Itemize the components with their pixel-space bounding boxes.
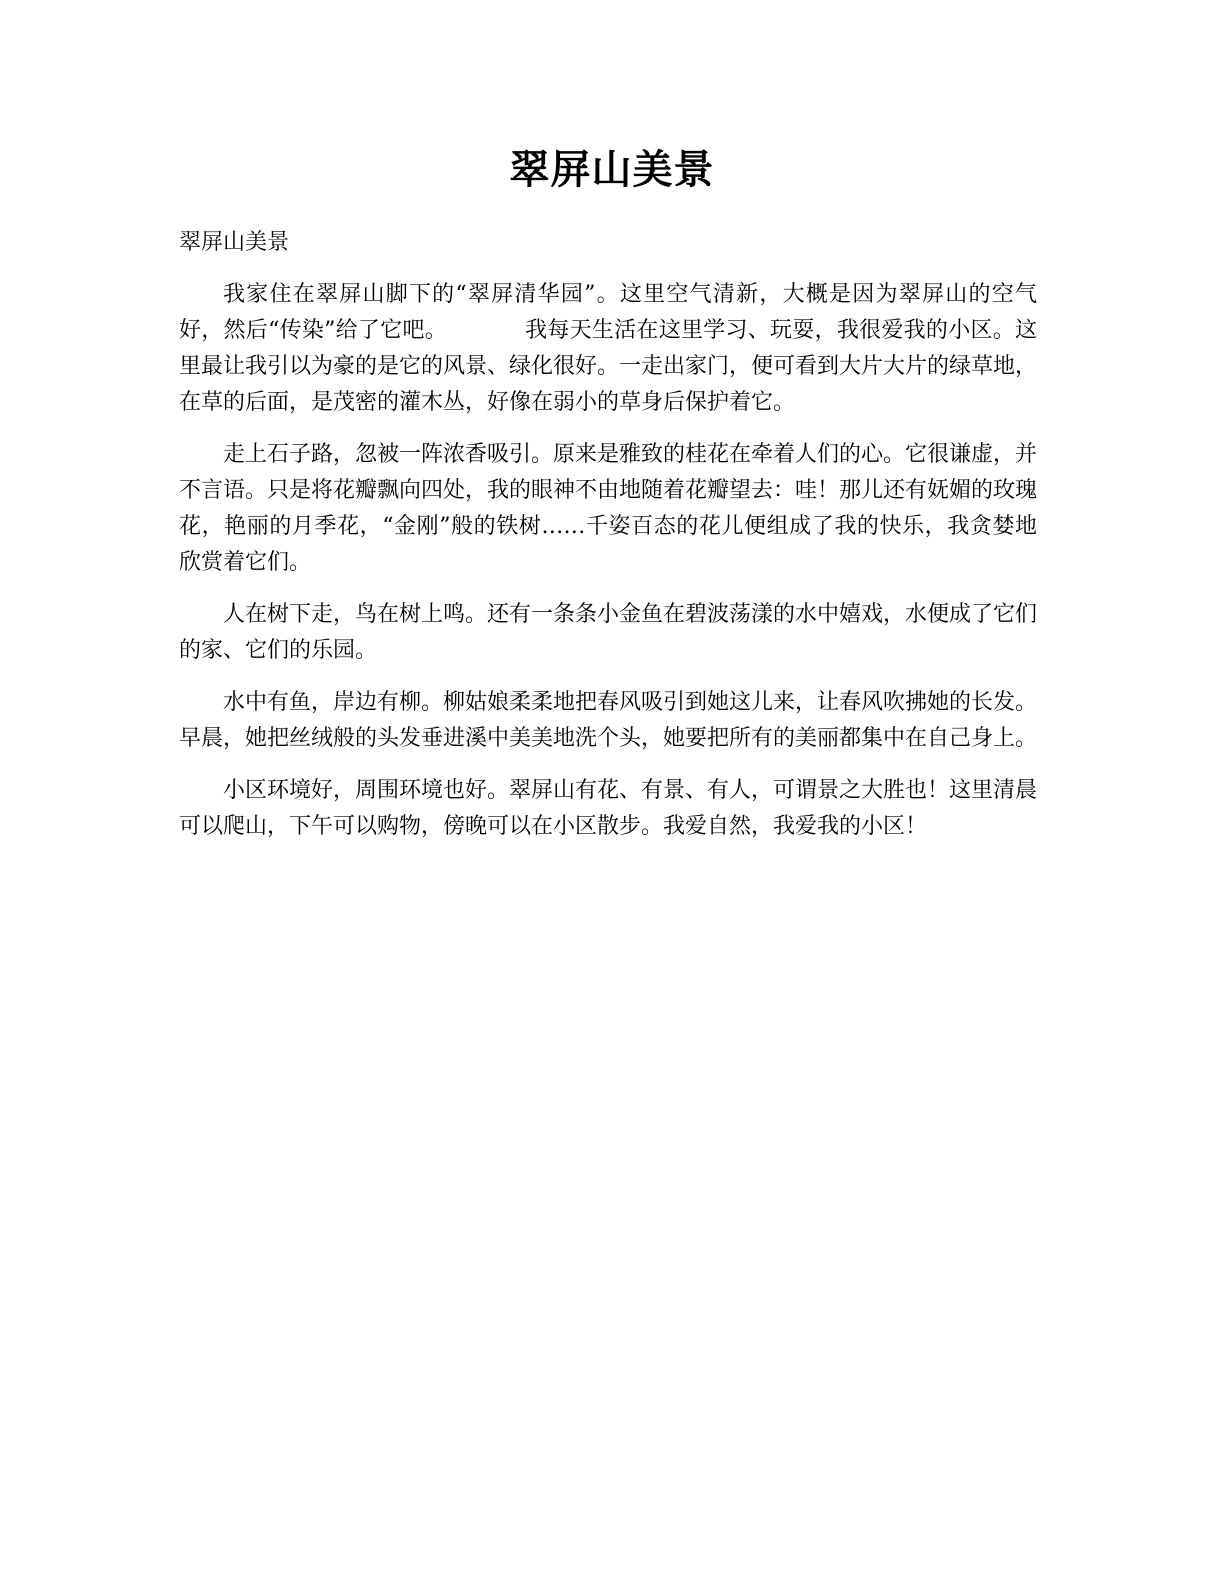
paragraph-3: 人在树下走，鸟在树上鸣。还有一条条小金鱼在碧波荡漾的水中嬉戏，水便成了它们的家、它们的乐园。 (179, 602, 1038, 663)
paragraph-2: 走上石子路，忽被一阵浓香吸引。原来是雅致的桂花在牵着人们的心。它很谦虚，并不言语。只是将花瓣飘向四处，我的眼神不由地随着花瓣望去：哇！那儿还有妩媚的玫瑰花，艳丽的月季花，“金刚”般的铁树……千姿百态的花儿便组成了我的快乐，我贪婪地欣赏着它们。 (179, 442, 1038, 575)
page-title: 翠屏山美景 (509, 146, 715, 193)
document-subtitle: 翠屏山美景 (179, 230, 290, 255)
paragraph-4: 水中有鱼，岸边有柳。柳姑娘柔柔地把春风吸引到她这儿来，让春风吹拂她的长发。早晨，她把丝绒般的头发垂进溪中美美地洗个头，她要把所有的美丽都集中在自己身上。 (179, 690, 1038, 751)
document-body (179, 225, 1037, 861)
paragraph-1: 我家住在翠屏山脚下的“翠屏清华园”。这里空气清新，大概是因为翠屏山的空气好，然后“传染”给了它吧。 我每天生活在这里学习、玩耍，我很爱我的小区。这里最让我引以为豪的是它的风景、绿化很好。一走出家门，便可看到大片大片的绿草地，在草的后面，是茂密的灌木丛，好像在弱小的草身后保护着它。 (179, 282, 1038, 415)
paragraph-5: 小区环境好，周围环境也好。翠屏山有花、有景、有人，可谓景之大胜也！这里清晨可以爬山，下午可以购物，傍晚可以在小区散步。我爱自然，我爱我的小区！ (179, 778, 1038, 839)
